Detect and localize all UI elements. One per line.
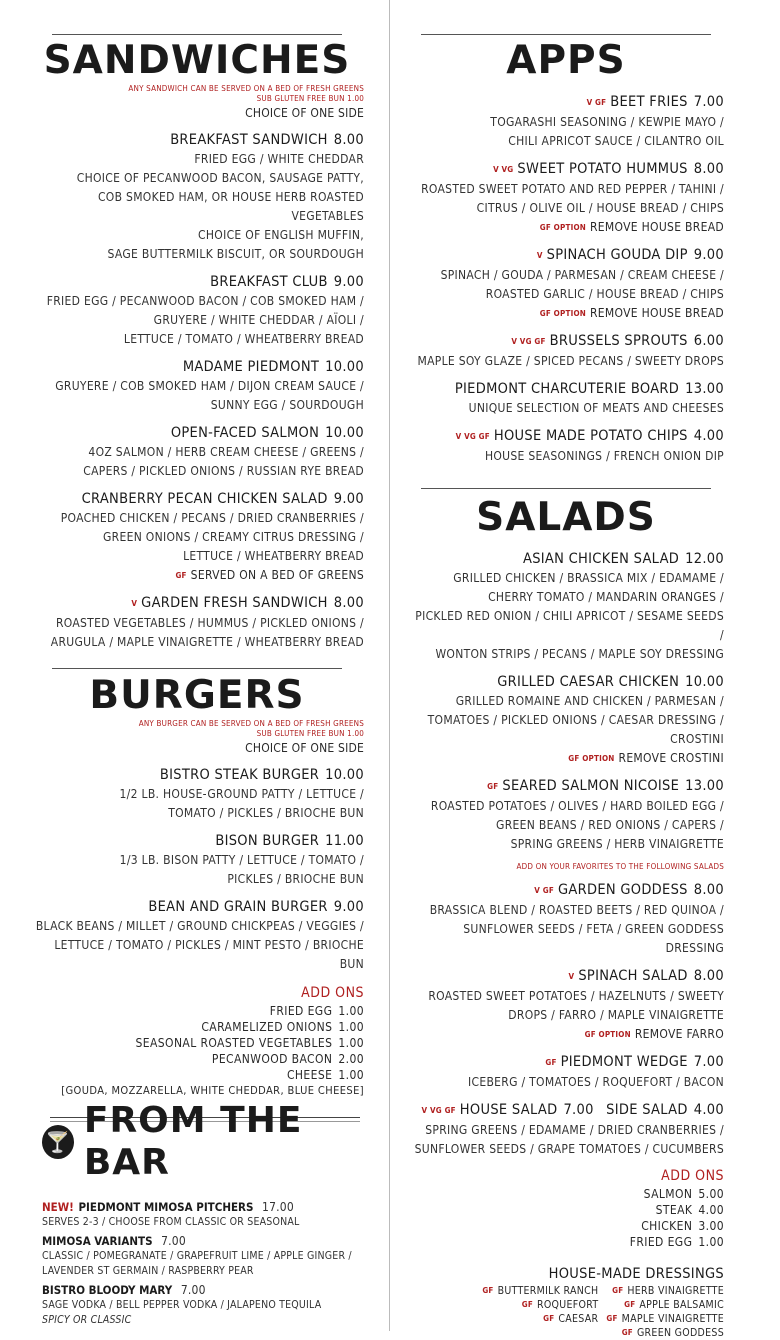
bar-section [42, 1100, 382, 1328]
bar-item-desc: SAGE VODKA / BELL PEPPER VODKA / JALAPENO TEQUILA [42, 1299, 322, 1311]
dressing-name: ROQUEFORT [536, 1299, 599, 1311]
burgers-title: BURGERS [89, 673, 305, 718]
house-salad-item [408, 1100, 724, 1159]
menu-item [30, 272, 364, 349]
menu-item-header [408, 1052, 724, 1073]
addon-row [30, 1035, 364, 1051]
item-price: 11.00 [325, 833, 364, 849]
dressing-item [408, 1284, 598, 1298]
diet-tag: V [568, 972, 575, 981]
gf-tag: GF [175, 571, 187, 580]
item-name: BISON BURGER [215, 833, 320, 849]
menu-item-header [30, 357, 364, 377]
salads-list [408, 549, 724, 854]
item-name: PIEDMONT CHARCUTERIE BOARD [454, 381, 680, 397]
addon-price: 3.00 [698, 1219, 724, 1233]
gf-tag: GF [482, 1286, 494, 1295]
bar-item-name: MIMOSA VARIANTS [42, 1234, 153, 1248]
burger-addons-title: ADD ONS [301, 985, 364, 1001]
addon-price: 4.00 [698, 1203, 724, 1217]
burgers-note: ANY BURGER CAN BE SERVED ON A BED OF FRESH GREENS [138, 719, 364, 728]
menu-item [408, 159, 724, 237]
item-name: CRANBERRY PECAN CHICKEN SALAD [81, 491, 328, 507]
burger-list [30, 765, 364, 974]
salads-list-2 [408, 880, 724, 1092]
item-price: 8.00 [333, 132, 364, 148]
gf-text: REMOVE HOUSE BREAD [589, 306, 724, 320]
addon-name: CARAMELIZED ONIONS [201, 1020, 333, 1034]
item-name: GRILLED CAESAR CHICKEN [497, 674, 680, 690]
item-description: FRIED EGG / WHITE CHEDDAR [194, 152, 364, 166]
item-description: ARUGULA / MAPLE VINAIGRETTE / WHEATBERRY BREAD [50, 635, 364, 649]
item-description: LETTUCE / TOMATO / WHEATBERRY BREAD [123, 332, 364, 346]
diet-tag: V [536, 251, 543, 260]
item-description: 1/2 LB. HOUSE-GROUND PATTY / LETTUCE / [119, 787, 364, 801]
item-price: 7.00 [563, 1102, 594, 1118]
dressing-item [606, 1284, 724, 1298]
item-description: PICKLED RED ONION / CHILI APRICOT / SESAME SEEDS / [415, 609, 724, 642]
bar-item-desc: SERVES 2-3 / CHOOSE FROM CLASSIC OR SEASONAL [42, 1216, 300, 1228]
column-divider [389, 0, 390, 1331]
bar-variants [42, 1230, 382, 1249]
item-description: CHOICE OF ENGLISH MUFFIN, [198, 228, 364, 242]
item-description: 1/3 LB. BISON PATTY / LETTUCE / TOMATO / [119, 853, 364, 867]
menu-item-header [408, 776, 724, 797]
item-description: TOGARASHI SEASONING / KEWPIE MAYO / [490, 115, 724, 129]
menu-item-header [408, 880, 724, 901]
item-name: BREAKFAST CLUB [210, 274, 328, 290]
item-price: 9.00 [333, 899, 364, 915]
section-rule [52, 668, 342, 669]
menu-item [408, 880, 724, 958]
item-name: SEARED SALMON NICOISE [502, 778, 680, 794]
item-price: 9.00 [333, 274, 364, 290]
menu-item-header [30, 130, 364, 150]
menu-item [408, 331, 724, 371]
addon-name: PECANWOOD BACON [211, 1052, 333, 1066]
menu-item [408, 379, 724, 418]
diet-tag: V VG GF [511, 337, 546, 346]
gf-tag: GF [543, 1314, 555, 1323]
bar-title: FROM THE BAR [83, 1100, 303, 1183]
item-price: 10.00 [325, 425, 364, 441]
addon-row [30, 1051, 364, 1067]
menu-item [30, 897, 364, 974]
bar-bloody [42, 1279, 382, 1298]
addon-price: 1.00 [338, 1036, 364, 1050]
menu-item-header [408, 331, 724, 352]
item-name: SIDE SALAD [606, 1102, 688, 1118]
bar-item-price: 7.00 [180, 1283, 206, 1297]
addon-row [30, 1003, 364, 1019]
bar-item-price: 17.00 [262, 1200, 294, 1214]
item-price: 6.00 [693, 333, 724, 349]
menu-item [408, 966, 724, 1044]
apps-title: APPS [506, 38, 626, 83]
item-price: 4.00 [693, 428, 724, 444]
item-description: ROASTED POTATOES / OLIVES / HARD BOILED EGG / [430, 799, 724, 813]
bar-item-price: 7.00 [161, 1234, 186, 1248]
item-description: FRIED EGG / PECANWOOD BACON / COB SMOKED HAM / [46, 294, 364, 308]
item-name: GARDEN GODDESS [557, 882, 688, 898]
gf-tag: GF OPTION [584, 1030, 631, 1039]
item-description: GRUYERE / WHITE CHEDDAR / AÏOLI / [153, 313, 364, 327]
item-description: 4OZ SALMON / HERB CREAM CHEESE / GREENS / [88, 445, 364, 459]
gf-tag: GF [612, 1286, 624, 1295]
item-description: CAPERS / PICKLED ONIONS / RUSSIAN RYE BREAD [83, 464, 364, 478]
salads-title: SALADS [476, 495, 656, 540]
item-description: DROPS / FARRO / MAPLE VINAIGRETTE [508, 1008, 724, 1022]
cheese-note: [GOUDA, MOZZARELLA, WHITE CHEDDAR, BLUE CHEESE] [61, 1084, 364, 1097]
item-name: BEET FRIES [610, 94, 688, 110]
item-price: 8.00 [333, 595, 364, 611]
item-price: 12.00 [685, 551, 724, 567]
dressing-name: CAESAR [558, 1313, 599, 1325]
gf-option [408, 1025, 724, 1044]
item-description: SUNNY EGG / SOURDOUGH [210, 398, 364, 412]
gf-option [30, 566, 364, 585]
item-price: 8.00 [693, 968, 724, 984]
menu-item [30, 593, 364, 652]
menu-item [30, 357, 364, 415]
bar-item-name: PIEDMONT MIMOSA PITCHERS [78, 1200, 254, 1214]
item-description: CITRUS / OLIVE OIL / HOUSE BREAD / CHIPS [476, 201, 724, 215]
item-description: ICEBERG / TOMATOES / ROQUEFORT / BACON [468, 1075, 724, 1089]
gf-text: REMOVE FARRO [634, 1027, 724, 1041]
addon-row [408, 1186, 724, 1202]
item-name: SWEET POTATO HUMMUS [517, 161, 688, 177]
dressing-item [606, 1312, 724, 1326]
item-description: LETTUCE / TOMATO / PICKLES / MINT PESTO / BRIOCHE BUN [54, 938, 364, 971]
diet-tag: V [131, 599, 138, 608]
addon-price: 5.00 [698, 1187, 724, 1201]
item-price: 9.00 [333, 491, 364, 507]
dressing-name: MAPLE VINAIGRETTE [621, 1313, 724, 1325]
gf-text: REMOVE CROSTINI [618, 751, 724, 765]
item-description: GRUYERE / COB SMOKED HAM / DIJON CREAM SAUCE / [55, 379, 364, 393]
menu-item-header [408, 245, 724, 266]
dressing-name: APPLE BALSAMIC [639, 1299, 724, 1311]
menu-item [30, 423, 364, 481]
sandwiches-note-gf: SUB GLUTEN FREE BUN 1.00 [256, 94, 364, 103]
item-description: SPINACH / GOUDA / PARMESAN / CREAM CHEESE / [440, 268, 724, 282]
item-description: ROASTED VEGETABLES / HUMMUS / PICKLED ONIONS / [55, 616, 364, 630]
addon-name: CHICKEN [641, 1219, 693, 1233]
item-description: COB SMOKED HAM, OR HOUSE HERB ROASTED VEGETABLES [97, 190, 364, 223]
item-price: 10.00 [325, 767, 364, 783]
addon-name: FRIED EGG [629, 1235, 693, 1249]
item-description: SPRING GREENS / HERB VINAIGRETTE [510, 837, 724, 851]
burgers-note-gf: SUB GLUTEN FREE BUN 1.00 [256, 729, 364, 738]
menu-item-header [408, 159, 724, 180]
menu-item-header [30, 765, 364, 785]
addon-name: STEAK [655, 1203, 693, 1217]
item-description: LETTUCE / WHEATBERRY BREAD [183, 549, 364, 563]
menu-item [408, 92, 724, 151]
item-description: SUNFLOWER SEEDS / FETA / GREEN GODDESS DRESSING [463, 922, 724, 955]
dressing-name: BUTTERMILK RANCH [497, 1285, 599, 1297]
item-description: CHOICE OF PECANWOOD BACON, SAUSAGE PATTY, [76, 171, 364, 185]
item-name: HOUSE SALAD [459, 1102, 558, 1118]
addon-row [408, 1202, 724, 1218]
item-description: ROASTED SWEET POTATOES / HAZELNUTS / SWEETY [428, 989, 724, 1003]
menu-item-header [30, 423, 364, 443]
item-name: ASIAN CHICKEN SALAD [522, 551, 680, 567]
sandwiches-title: SANDWICHES [43, 38, 351, 83]
addon-name: CHEESE [286, 1068, 333, 1082]
menu-item-header [408, 966, 724, 987]
dressing-name: HERB VINAIGRETTE [627, 1285, 724, 1297]
item-description: GREEN BEANS / RED ONIONS / CAPERS / [496, 818, 724, 832]
item-price: 13.00 [685, 778, 724, 794]
sandwich-list [30, 130, 364, 652]
item-description: SPRING GREENS / EDAMAME / DRIED CRANBERRIES / [425, 1123, 724, 1137]
gf-tag: GF [621, 1328, 633, 1337]
item-name: BEAN AND GRAIN BURGER [148, 899, 328, 915]
item-description: BLACK BEANS / MILLET / GROUND CHICKPEAS / VEGGIES / [35, 919, 364, 933]
item-description: SAGE BUTTERMILK BISCUIT, OR SOURDOUGH [107, 247, 364, 261]
right-column [408, 0, 724, 1340]
item-price: 8.00 [693, 161, 724, 177]
burger-addons [30, 1003, 364, 1083]
menu-item [408, 426, 724, 466]
favorites-note: ADD ON YOUR FAVORITES TO THE FOLLOWING SALADS [516, 862, 724, 871]
gf-text: SERVED ON A BED OF GREENS [190, 568, 364, 582]
menu-item-header [30, 831, 364, 851]
addon-price: 2.00 [338, 1052, 364, 1066]
item-name: MADAME PIEDMONT [182, 359, 320, 375]
item-name: SPINACH SALAD [578, 968, 688, 984]
gf-tag: GF [606, 1314, 618, 1323]
item-description: GRILLED CHICKEN / BRASSICA MIX / EDAMAME / [453, 571, 724, 585]
gf-tag: GF [521, 1300, 533, 1309]
item-price: 7.00 [693, 94, 724, 110]
item-name: HOUSE MADE POTATO CHIPS [493, 428, 688, 444]
item-description: GRILLED ROMAINE AND CHICKEN / PARMESAN / [455, 694, 724, 708]
dressing-name: GREEN GODDESS [636, 1327, 724, 1339]
addon-name: SALMON [643, 1187, 693, 1201]
item-price: 10.00 [325, 359, 364, 375]
item-description: ROASTED GARLIC / HOUSE BREAD / CHIPS [485, 287, 724, 301]
item-price: 4.00 [693, 1102, 724, 1118]
addon-price: 1.00 [338, 1004, 364, 1018]
item-name: BREAKFAST SANDWICH [170, 132, 328, 148]
addon-row [408, 1234, 724, 1250]
bar-title-row [42, 1100, 382, 1184]
dressing-item [606, 1326, 724, 1340]
menu-item [30, 831, 364, 889]
item-name: BRUSSELS SPROUTS [549, 333, 688, 349]
diet-tag: V GF [586, 98, 607, 107]
apps-list [408, 92, 724, 466]
bar-item-note: SPICY OR CLASSIC [42, 1314, 132, 1326]
item-name: GARDEN FRESH SANDWICH [141, 595, 328, 611]
menu-item-header [30, 897, 364, 917]
diet-tag: V GF [534, 886, 554, 895]
item-description: WONTON STRIPS / PECANS / MAPLE SOY DRESSING [435, 647, 724, 661]
item-name: PIEDMONT WEDGE [560, 1054, 688, 1070]
addon-price: 1.00 [338, 1068, 364, 1082]
addon-row [408, 1218, 724, 1234]
diet-tag: V VG GF [455, 432, 490, 441]
addon-price: 1.00 [338, 1020, 364, 1034]
gf-tag: GF [624, 1300, 636, 1309]
item-price: 10.00 [685, 674, 724, 690]
item-description: ROASTED SWEET POTATO AND RED PEPPER / TAHINI / [421, 182, 724, 196]
addon-row [30, 1019, 364, 1035]
item-name: BISTRO STEAK BURGER [159, 767, 320, 783]
item-description: POACHED CHICKEN / PECANS / DRIED CRANBERRIES / [60, 511, 364, 525]
section-rule [52, 34, 342, 35]
bar-item-desc: CLASSIC / POMEGRANATE / GRAPEFRUIT LIME / APPLE GINGER / [42, 1250, 352, 1262]
dressing-item [606, 1298, 724, 1312]
section-rule [421, 488, 711, 489]
menu-item [30, 130, 364, 264]
menu-item-header [408, 379, 724, 399]
gf-tag: GF OPTION [539, 223, 586, 232]
gf-option [408, 218, 724, 237]
item-description: GREEN ONIONS / CREAMY CITRUS DRESSING / [103, 530, 364, 544]
menu-item-header [30, 272, 364, 292]
item-price: 7.00 [693, 1054, 724, 1070]
gf-text: REMOVE HOUSE BREAD [589, 220, 724, 234]
menu-item-header [30, 489, 364, 509]
item-description: MAPLE SOY GLAZE / SPICED PECANS / SWEETY DROPS [417, 354, 724, 368]
menu-item [30, 489, 364, 585]
sandwiches-side-note: CHOICE OF ONE SIDE [245, 106, 364, 120]
dressing-item [408, 1298, 598, 1312]
gf-option [408, 749, 724, 768]
dressings-title: HOUSE-MADE DRESSINGS [548, 1266, 724, 1282]
item-name: OPEN-FACED SALMON [170, 425, 320, 441]
bar-mimosa [42, 1196, 382, 1215]
gf-tag: GF OPTION [568, 754, 615, 763]
addon-row [30, 1067, 364, 1083]
burgers-side-note: CHOICE OF ONE SIDE [245, 741, 364, 755]
menu-item [30, 765, 364, 823]
menu-item-header [408, 426, 724, 447]
menu-item [408, 1052, 724, 1092]
diet-tag: V VG [493, 165, 514, 174]
sandwiches-note: ANY SANDWICH CAN BE SERVED ON A BED OF FRESH GREENS [128, 84, 364, 93]
item-description: CHERRY TOMATO / MANDARIN ORANGES / [488, 590, 724, 604]
item-name: SPINACH GOUDA DIP [546, 247, 688, 263]
menu-item-header [408, 549, 724, 569]
left-column [30, 0, 364, 1122]
addon-name: SEASONAL ROASTED VEGETABLES [135, 1036, 333, 1050]
menu-item-header [408, 92, 724, 113]
diet-tag: GF [545, 1058, 557, 1067]
menu-item [408, 245, 724, 323]
item-price: 8.00 [693, 882, 724, 898]
item-description: TOMATO / PICKLES / BRIOCHE BUN [168, 806, 364, 820]
item-price: 9.00 [693, 247, 724, 263]
item-description: PICKLES / BRIOCHE BUN [227, 872, 364, 886]
bar-item-name: BISTRO BLOODY MARY [42, 1283, 173, 1297]
menu-item [408, 672, 724, 768]
menu-item [408, 776, 724, 854]
diet-tag: V VG GF [421, 1106, 456, 1115]
item-description: CHILI APRICOT SAUCE / CILANTRO OIL [508, 134, 724, 148]
item-description: SUNFLOWER SEEDS / GRAPE TOMATOES / CUCUMBERS [414, 1142, 724, 1156]
cocktail-glass-icon: 🍸 [42, 1125, 74, 1159]
addon-price: 1.00 [698, 1235, 724, 1249]
section-rule [421, 34, 711, 35]
new-badge: NEW! [42, 1200, 74, 1214]
menu-item-header [30, 593, 364, 614]
diet-tag: GF [487, 782, 499, 791]
dressings-grid [408, 1284, 724, 1340]
item-description: HOUSE SEASONINGS / FRENCH ONION DIP [484, 449, 724, 463]
menu-item [408, 549, 724, 664]
salad-addons [408, 1186, 724, 1250]
dressing-item [408, 1312, 598, 1326]
menu-item-header [408, 672, 724, 692]
addon-name: FRIED EGG [269, 1004, 333, 1018]
bar-item-desc: LAVENDER ST GERMAIN / RASPBERRY PEAR [42, 1265, 254, 1277]
item-description: TOMATOES / PICKLED ONIONS / CAESAR DRESSING / CROSTINI [427, 713, 724, 746]
item-description: UNIQUE SELECTION OF MEATS AND CHEESES [468, 401, 724, 415]
gf-option [408, 304, 724, 323]
salad-addons-title: ADD ONS [661, 1168, 724, 1184]
item-price: 13.00 [685, 381, 724, 397]
gf-tag: GF OPTION [539, 309, 586, 318]
item-description: BRASSICA BLEND / ROASTED BEETS / RED QUINOA / [429, 903, 724, 917]
